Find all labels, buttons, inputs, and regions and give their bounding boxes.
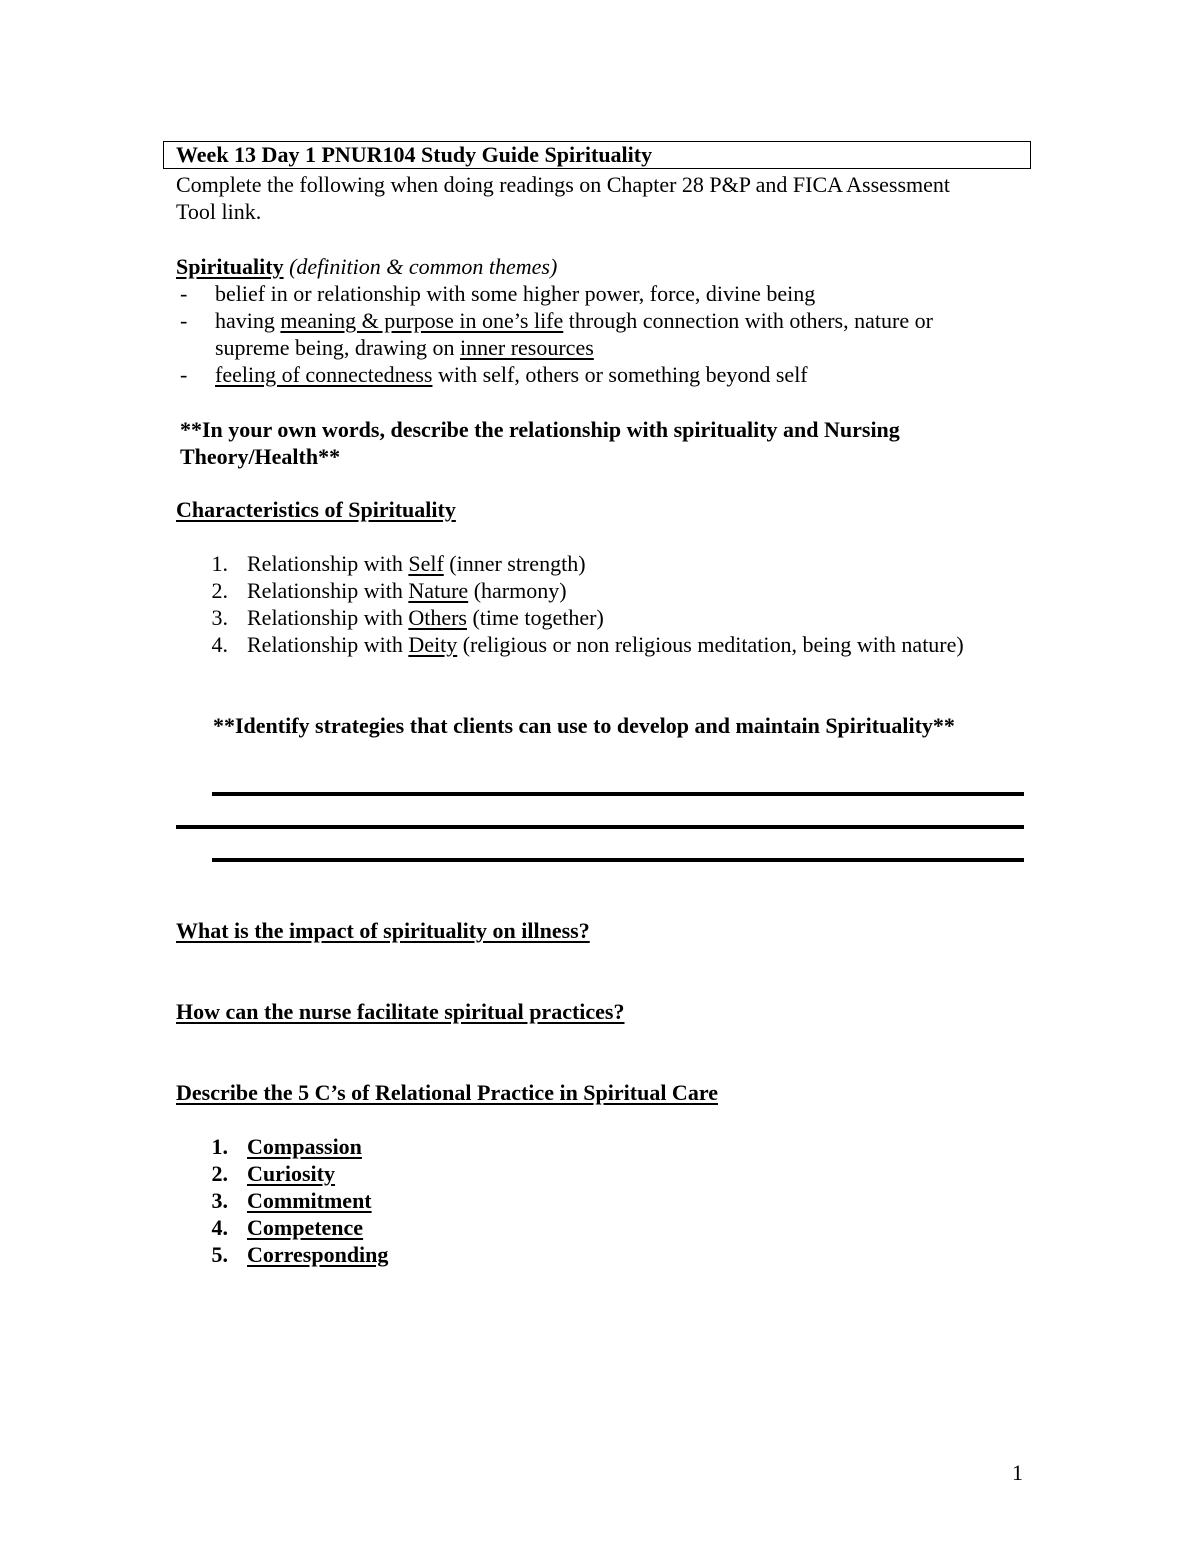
- five-c-item: Curiosity: [247, 1161, 335, 1186]
- bullet-2-line2-pre: supreme being, drawing on: [215, 335, 460, 360]
- list-number: 1.: [211, 551, 228, 576]
- characteristic-item: Relationship with Deity (religious or non religious meditation, being with nature): [247, 632, 964, 657]
- list-number: 3.: [211, 1188, 228, 1213]
- five-cs-heading: Describe the 5 C’s of Relational Practice in Spiritual Care: [176, 1080, 718, 1105]
- bullet-dash: -: [180, 362, 188, 387]
- characteristics-heading: Characteristics of Spirituality: [176, 497, 456, 522]
- list-number: 3.: [211, 605, 228, 630]
- characteristic-item: Relationship with Others (time together): [247, 605, 604, 630]
- bullet-2-post: through connection with others, nature or: [563, 308, 933, 333]
- list-number: 4.: [211, 1215, 228, 1240]
- spirituality-subtitle: (definition & common themes): [289, 254, 558, 279]
- bullet-2: [215, 308, 933, 334]
- answer-line: [212, 858, 1024, 862]
- five-c-item: Compassion: [247, 1134, 362, 1159]
- answer-line: [176, 825, 1024, 829]
- list-number: 1.: [211, 1134, 228, 1159]
- bullet-3-underlined: feeling of connectedness: [215, 362, 433, 387]
- list-number: 2.: [211, 578, 228, 603]
- characteristic-item: Relationship with Self (inner strength): [247, 551, 586, 576]
- strategies-question: **Identify strategies that clients can use to develop and maintain Spirituality**: [213, 713, 955, 738]
- bullet-2-line2-underlined: inner resources: [460, 335, 594, 360]
- spirituality-title: Spirituality: [176, 254, 284, 279]
- spirituality-heading: [176, 254, 557, 280]
- list-number: 2.: [211, 1161, 228, 1186]
- five-c-item: Commitment: [247, 1188, 372, 1213]
- question-1-line-1: **In your own words, describe the relationship with spirituality and Nursing: [180, 417, 900, 442]
- answer-line: [212, 792, 1024, 796]
- question-1-line-2: Theory/Health**: [180, 444, 341, 469]
- bullet-2-underlined: meaning & purpose in one’s life: [280, 308, 564, 333]
- bullet-dash: -: [180, 308, 188, 333]
- page-title: Week 13 Day 1 PNUR104 Study Guide Spirituality: [176, 142, 653, 167]
- nurse-heading: How can the nurse facilitate spiritual practices?: [176, 999, 625, 1024]
- bullet-dash: -: [180, 281, 188, 306]
- intro-line-2: Tool link.: [176, 199, 262, 224]
- five-c-item: Competence: [247, 1215, 364, 1240]
- bullet-2-pre: having: [215, 308, 281, 333]
- five-c-item: Corresponding: [247, 1242, 389, 1267]
- page-number: 1: [1012, 1460, 1023, 1485]
- characteristic-item: Relationship with Nature (harmony): [247, 578, 567, 603]
- list-number: 4.: [211, 632, 228, 657]
- intro-line-1: Complete the following when doing readings on Chapter 28 P&P and FICA Assessment: [176, 172, 951, 197]
- bullet-3: [215, 362, 808, 388]
- bullet-3-post: with self, others or something beyond self: [432, 362, 808, 387]
- impact-heading: What is the impact of spirituality on illness?: [176, 918, 590, 943]
- list-number: 5.: [211, 1242, 228, 1267]
- bullet-2-line-2: [215, 335, 594, 361]
- bullet-1: belief in or relationship with some higher power, force, divine being: [215, 281, 816, 306]
